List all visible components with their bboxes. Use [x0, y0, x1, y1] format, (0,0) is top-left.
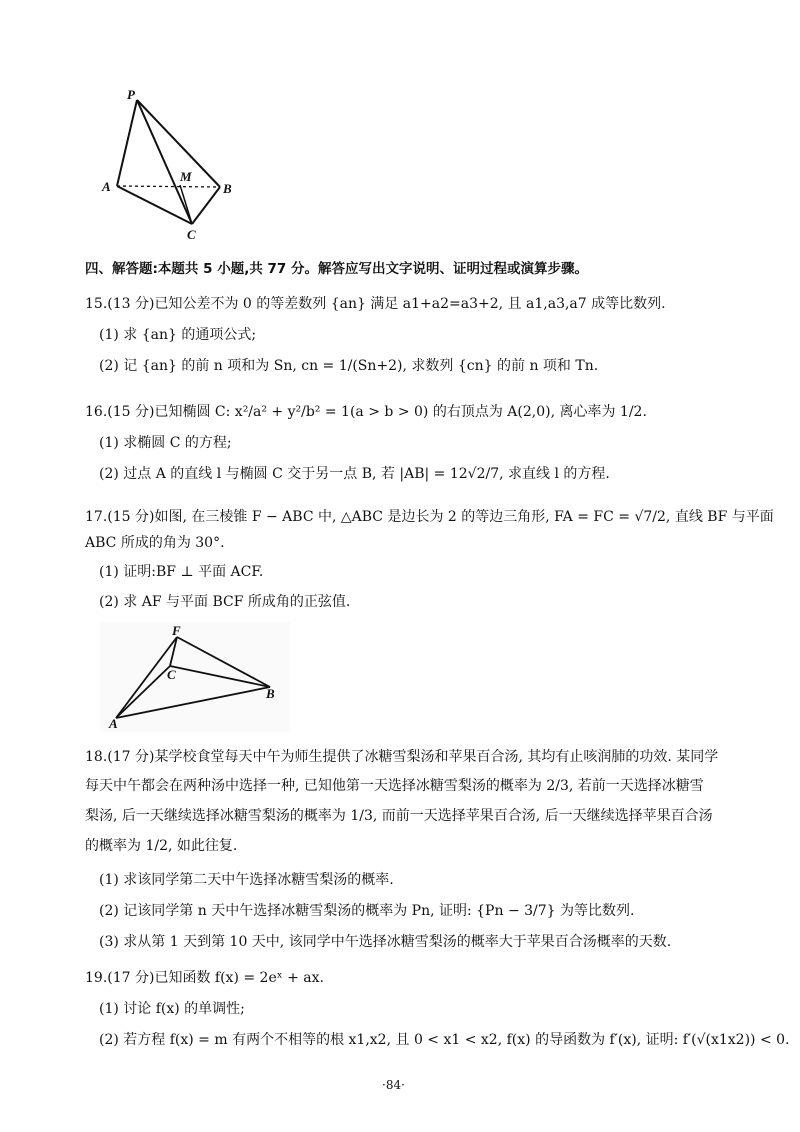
q16-points: (15 分) — [107, 404, 155, 420]
label-b: B — [223, 181, 232, 196]
q17-number: 17. — [85, 509, 108, 525]
label-b: B — [266, 686, 275, 701]
q15-part2: (2) 记 {an} 的前 n 项和为 Sn, cn = 1/(Sn+2), 求数列 {cn} 的前 n 项和 Tn. — [99, 358, 599, 374]
label-f: F — [172, 623, 181, 638]
figure-pyramid-fabc — [100, 622, 290, 732]
q18-part2: (2) 记该同学第 n 天中午选择冰糖雪梨汤的概率为 Pn, 证明: {Pn − 3/7} 为等比数列. — [99, 903, 635, 919]
figure-pyramid-pabc — [100, 85, 240, 245]
q18-part3: (3) 求从第 1 天到第 10 天中, 该同学中午选择冰糖雪梨汤的概率大于苹果百合汤概率的天数. — [99, 934, 672, 950]
edge-pa — [117, 100, 137, 186]
q17-points: (15 分) — [107, 509, 155, 525]
label-m: M — [180, 169, 192, 184]
q18-line2: 每天中午都会在两种汤中选择一种, 已知他第一天选择冰糖雪梨汤的概率为 2/3, 若前一天选择冰糖雪 — [85, 778, 704, 794]
q17-part2: (2) 求 AF 与平面 BCF 所成角的正弦值. — [99, 594, 351, 610]
q19-stem-text: 已知函数 f(x) = 2eˣ + ax. — [154, 970, 324, 986]
q16-number: 16. — [85, 404, 108, 420]
q16-part1: (1) 求椭圆 C 的方程; — [99, 435, 232, 451]
edge-ac — [117, 186, 192, 224]
q17-stem-line1 — [85, 507, 774, 527]
label-a: A — [102, 179, 111, 194]
q15-part1: (1) 求 {an} 的通项公式; — [99, 327, 257, 343]
section-heading: 四、解答题:本题共 5 小题,共 77 分。解答应写出文字说明、证明过程或演算步骤。 — [85, 261, 589, 277]
q17-part1: (1) 证明:BF ⊥ 平面 ACF. — [99, 564, 264, 580]
label-c: C — [167, 667, 176, 682]
q19-points: (17 分) — [107, 970, 155, 986]
q18-line3: 梨汤, 后一天继续选择冰糖雪梨汤的概率为 1/3, 而前一天选择苹果百合汤, 后一天继续选择苹果百合汤 — [85, 808, 713, 824]
q19-part2: (2) 若方程 f(x) = m 有两个不相等的根 x1,x2, 且 0 < x1 < x2, f(x) 的导函数为 f′(x), 证明: f′(√(x1x2)) < 0. — [99, 1032, 790, 1048]
edge-bc — [192, 187, 220, 224]
q18-line4: 的概率为 1/2, 如此往复. — [85, 838, 238, 854]
edge-ab-hidden — [117, 186, 220, 187]
q19-number: 19. — [85, 970, 108, 986]
q15-stem-text: 已知公差不为 0 的等差数列 {an} 满足 a1+a2=a3+2, 且 a1,a3,a7 成等比数列. — [154, 296, 666, 312]
q16-part2: (2) 过点 A 的直线 l 与椭圆 C 交于另一点 B, 若 |AB| = 12√2/7, 求直线 l 的方程. — [99, 466, 610, 482]
q16-stem — [85, 402, 647, 422]
edge-pb — [137, 100, 220, 187]
label-p: P — [127, 87, 135, 102]
q19-stem — [85, 968, 324, 988]
q17-stem-line2: ABC 所成的角为 30°. — [85, 535, 225, 551]
q18-number: 18. — [85, 749, 108, 765]
edge-pc — [137, 100, 192, 224]
q15-stem — [85, 294, 666, 314]
q16-stem-text: 已知椭圆 C: x²/a² + y²/b² = 1(a > b > 0) 的右顶点为 A(2,0), 离心率为 1/2. — [154, 404, 647, 420]
page-number: ·84· — [382, 1078, 405, 1092]
q18-points: (17 分) — [107, 749, 155, 765]
q15-number: 15. — [85, 296, 108, 312]
label-a: A — [109, 716, 118, 731]
q18-line1 — [85, 747, 718, 767]
q19-part1: (1) 讨论 f(x) 的单调性; — [99, 1001, 245, 1017]
q18-line1-text: 某学校食堂每天中午为师生提供了冰糖雪梨汤和苹果百合汤, 其均有止咳润肺的功效. 某同学 — [154, 749, 719, 765]
q15-points: (13 分) — [107, 296, 155, 312]
label-c: C — [187, 227, 196, 242]
q17-stem-text: 如图, 在三棱锥 F − ABC 中, △ABC 是边长为 2 的等边三角形, FA = FC = √7/2, 直线 BF 与平面 — [154, 509, 774, 525]
q18-part1: (1) 求该同学第二天中午选择冰糖雪梨汤的概率. — [99, 872, 394, 888]
